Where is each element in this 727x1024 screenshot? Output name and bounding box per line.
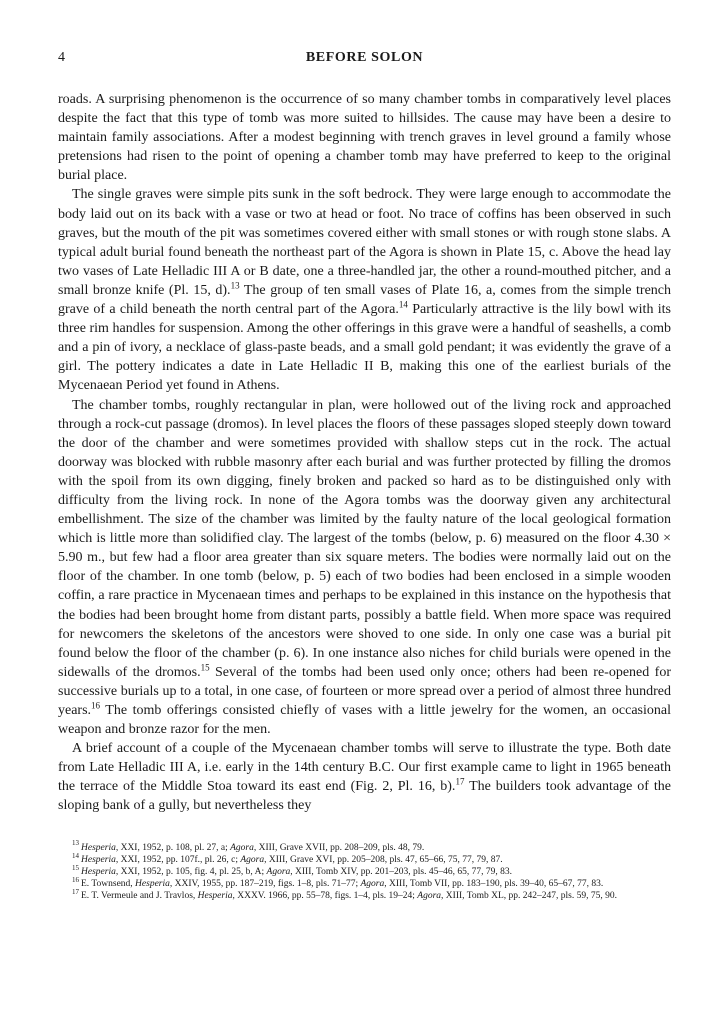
footnote-text: , XXIV, 1955, pp. 187–219, figs. 1–8, pls. 71–77; [169,879,361,890]
footnote-series: Agora [240,854,265,865]
footnote-text: , XIII, Grave XVI, pp. 205–208, pls. 47, 65–66, 75, 77, 79, 87. [264,854,503,865]
footnote-text: , XXI, 1952, p. 105, fig. 4, pl. 25, b, A; [115,866,267,877]
footnote [58,863,671,878]
footnote-author: E. T. Vermeule and J. Travlos, [81,891,198,902]
footnote-text: , XIII, Tomb XL, pp. 242–247, pls. 59, 75, 90. [441,891,618,902]
footnote-text: , XIII, Tomb VII, pp. 183–190, pls. 39–40, 65–67, 77, 83. [384,879,604,890]
paragraph-4-text-a: A brief account of a couple of the Mycenaean chamber tombs will serve to illustrate the type. Both date from Late Helladic III A, i.e. early in the 14th century [58,741,671,776]
paragraph-3 [58,396,671,740]
footnote-ref-16[interactable]: 16 [91,700,101,711]
footnote-text: , XIII, Tomb XIV, pp. 201–203, pls. 45–46, 65, 77, 79, 83. [290,866,512,877]
footnote-journal: Hesperia [81,866,116,877]
footnote [58,878,671,890]
footnote-ref-13[interactable]: 13 [230,280,240,291]
footnote-journal: Hesperia [197,891,233,902]
footnote-ref-14[interactable]: 14 [398,299,408,310]
paragraph-2-text-c: Particularly attractive is the lily bowl with its three rim handles for suspension. Among the other offerings in this grave were a handful of seashells, a comb and a pin of ivory, a necklace of glass-paste beads, and a small gold pendant; it was evidently the grave of a girl. The pottery indicates a date in Late Helladic II B, making this one of the earliest burials of the Mycenaean Period yet found in Athens. [58,302,671,394]
paragraph-2-text-b: The group of ten small vases of Plate 16, a, comes from the simple trench grave of a child beneath the north central part of the Agora. [58,282,672,318]
footnotes [58,839,671,903]
footnote-author: E. Townsend, [81,879,136,890]
page-header [58,50,671,70]
paragraph-2 [58,185,671,395]
footnote-number: 14 [72,851,79,860]
body-text [58,90,671,816]
paragraph-3-text-a: The chamber tombs, roughly rectangular in plan, were hollowed out of the living rock and approached through a rock-cut passage (dromos). In level places the floors of these passages sloped steeply down toward the door of the chamber and were sometimes provided with shallow steps cut in the rock. The actual doorway was blocked with rubble masonry after each burial and was further protected by filling the dromos with the spoil from its own digging, finely broken and packed so hard as to be distinguished only with difficulty from the living rock. In none of the Agora tombs was the doorway given any architectural embellishment. The size of the chamber was limited by the faulty nature of the local geological formation which is little more than solidified clay. The largest of the tombs (below, p. 6) measured on the floor 4.30 × 5.90 m., but few had a floor area greater than six square meters. The bodies were normally laid out on the floor of the chamber. In one tomb (below, p. 5) each of two bodies had been enclosed in a simple wooden coffin, a rare practice in Mycenaean times and perhaps to be explained in this instance on the hypothesis that the bodies had been brought home from distant parts, possibly a battle field. When more space was required for newcomers the skeletons of the ancestors were shoved to one side. In only one case was a burial pit found below the floor of the chamber (p. 6). In one instance also niches for child burials were opened in the sidewalls of the dromos. [58,397,671,680]
footnote [58,839,671,854]
footnote-text: , XXI, 1952, pp. 107f., pl. 26, c; [115,854,241,865]
footnote-series: Agora [230,842,254,853]
footnote-journal: Hesperia [135,879,170,890]
page [58,50,671,903]
paragraph-3-text-b: Several of the tombs had been used only once; others had been re-opened for successive burials up to a total, in one case, of fourteen or more spread over a period of almost three hundred years. [58,664,671,718]
footnote-text: , XIII, Grave XVII, pp. 208–209, pls. 48, 79. [253,842,425,853]
footnote-series: Agora [266,866,291,877]
footnote-number: 15 [72,863,79,872]
footnote-number: 16 [72,876,79,885]
footnote-journal: Hesperia [81,854,116,865]
footnote-number: 17 [72,888,79,897]
page-number: 4 [58,50,65,65]
footnote-ref-15[interactable]: 15 [200,662,210,673]
footnote-text: , XXI, 1952, p. 108, pl. 27, a; [115,842,231,853]
paragraph-4 [58,739,671,815]
paragraph-3-text-c: The tomb offerings consisted chiefly of vases with a little jewelry for the women, an occasional weapon and bronze razor for the men. [58,703,671,738]
paragraph-2-text-a: The single graves were simple pits sunk in the soft bedrock. They were large enough to accommodate the body laid out on its back with a vase or two at head or foot. No trace of coffins has been observed in such graves, but the mouth of the pit was sometimes covered either with small stones or with rough stone slabs. A typical adult burial found beneath the northeast part of the Agora is shown in Plate 15, c. Above the head lay two vases of Late Helladic III A or B date, one a three-handled jar, the other a round-mouthed pitcher, and a small bronze knife (Pl. 15, d). [58,187,671,298]
paragraph-4-text-c: The builders took advantage of the sloping bank of a gully, but nevertheless they [58,779,671,814]
footnote [58,890,671,902]
running-title: BEFORE SOLON [305,50,424,65]
paragraph-4-text-b: Our first example came to light in 1965 beneath the terrace of the Middle Stoa toward its east end (Fig. 2, Pl. 16, b). [58,760,671,795]
footnote-series: Agora [417,891,442,902]
footnote-journal: Hesperia [81,842,116,853]
paragraph-1: roads. A surprising phenomenon is the occurrence of so many chamber tombs in comparatively level places despite the fact that this type of tomb was more suited to hillsides. The cause may have been a desire to maintain family associations. After a modest beginning with trench graves in level ground a family whose pretensions had risen to the point of opening a chamber tomb may have preferred to keep to the original burial place. [58,92,671,184]
era-abbreviation: B.C. [368,760,395,776]
footnote-ref-17[interactable]: 17 [455,776,465,787]
footnote [58,851,671,866]
footnote-number: 13 [72,839,79,848]
footnote-series: Agora [360,879,385,890]
footnote-text: , XXXV. 1966, pp. 55–78, figs. 1–4, pls. 19–24; [232,891,418,902]
